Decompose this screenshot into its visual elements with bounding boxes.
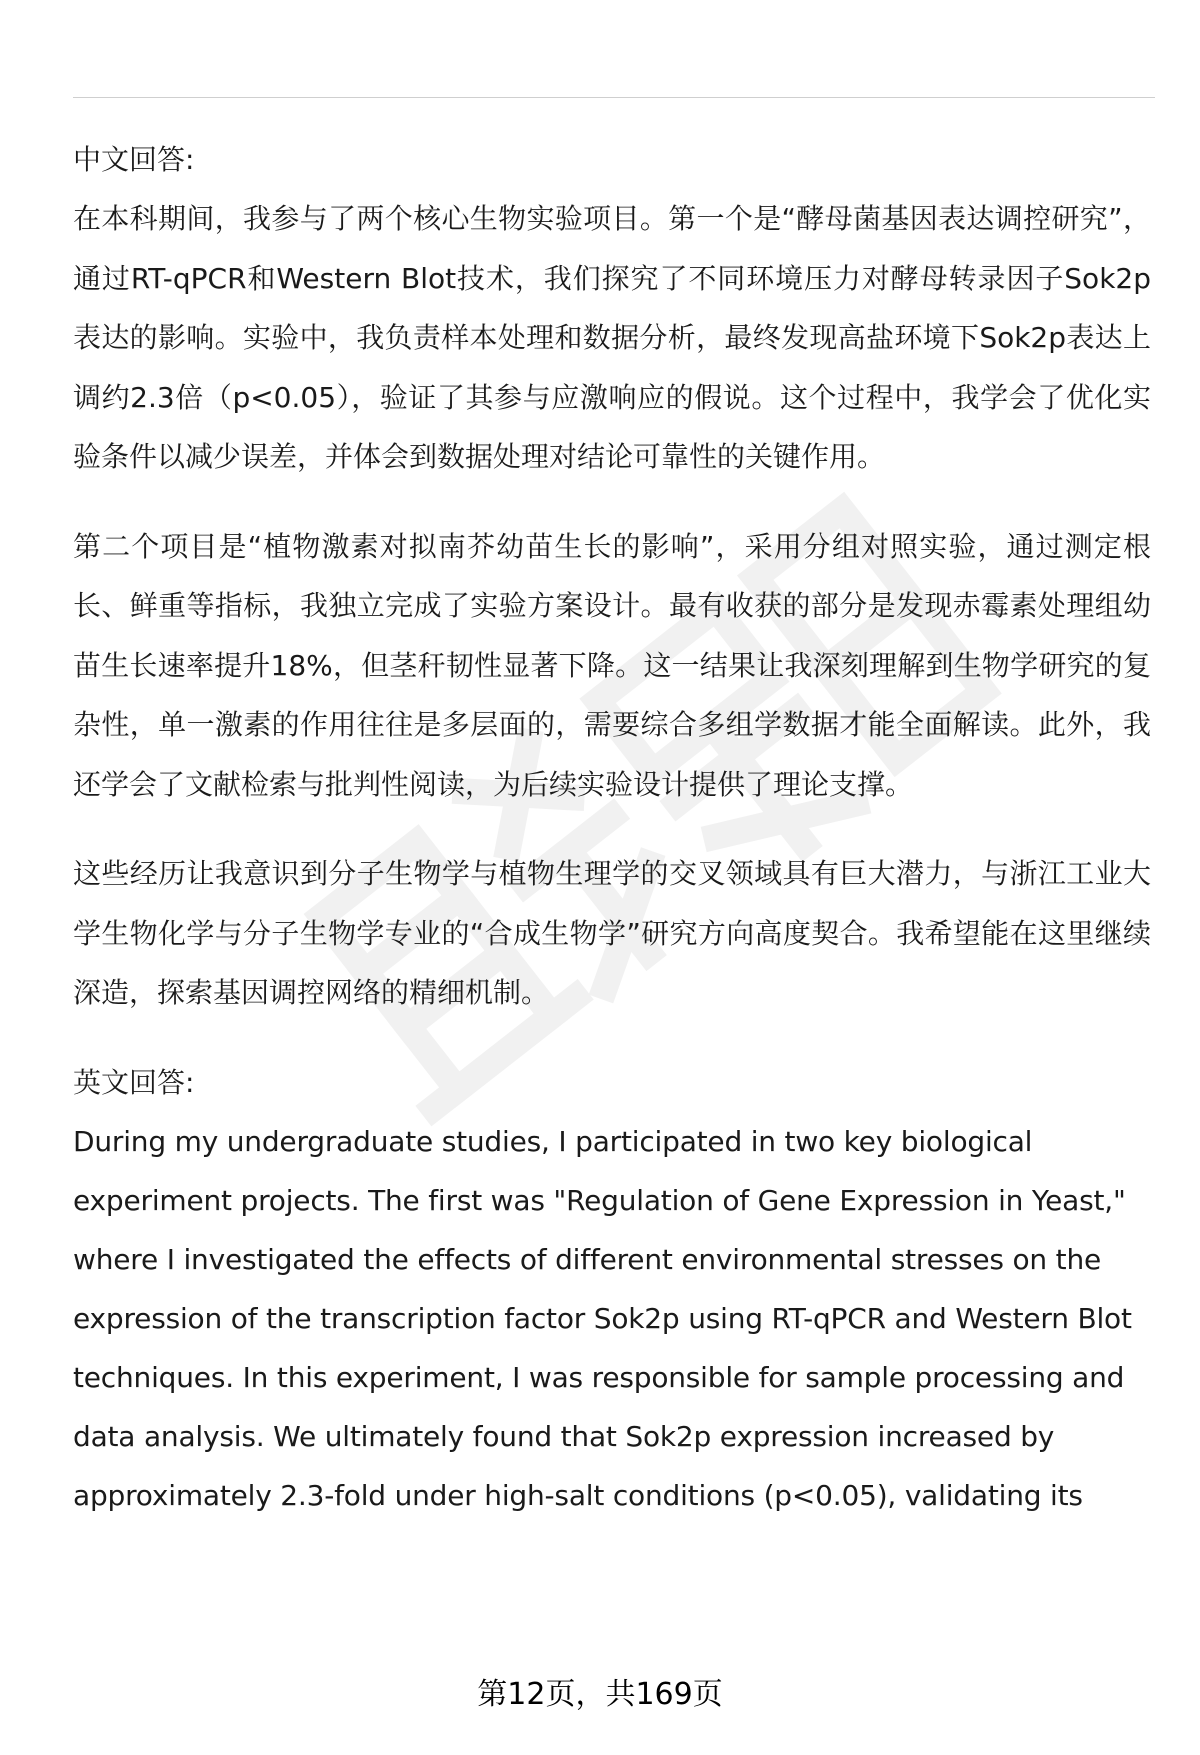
answer-body xyxy=(73,130,1151,1525)
english-paragraph: During my undergraduate studies, I participated in two key biological experiment projects. The first was "Regulation of Gene Expression in Yeast," where I investigated the effects of different environmental stresses on the expression of the transcription factor Sok2p using RT-qPCR and Western Blot techniques. In this experiment, I was responsible for sample processing and data analysis. We ultimately found that Sok2p expression increased by approximately 2.3-fold under high-salt conditions (p<0.05), validating its xyxy=(73,1124,1132,1512)
chinese-answer-label: 中文回答: xyxy=(73,143,195,176)
english-answer-label: 英文回答: xyxy=(73,1065,195,1099)
header-rule xyxy=(73,97,1155,98)
chinese-paragraph: 在本科期间，我参与了两个核心生物实验项目。第一个是“酵母菌基因表达调控研究”，通过RT-qPCR和Western Blot技术，我们探究了不同环境压力对酵母转录因子Sok2p表达的影响。实验中，我负责样本处理和数据分析，最终发现高盐环境下Sok2p表达上调约2.3倍（p<0.05），验证了其参与应激响应的假说。这个过程中，我学会了优化实验条件以减少误差，并体会到数据处理对结论可靠性的关键作用。 xyxy=(73,202,1151,473)
chinese-paragraph: 第二个项目是“植物激素对拟南芥幼苗生长的影响”，采用分组对照实验，通过测定根长、鲜重等指标，我独立完成了实验方案设计。最有收获的部分是发现赤霉素处理组幼苗生长速率提升18%，但茎秆韧性显著下降。这一结果让我深刻理解到生物学研究的复杂性，单一激素的作用往往是多层面的，需要综合多组学数据才能全面解读。此外，我还学会了文献检索与批判性阅读，为后续实验设计提供了理论支撑。 xyxy=(73,529,1151,801)
page-number: 第12页，共169页 xyxy=(477,1677,723,1712)
chinese-paragraph: 这些经历让我意识到分子生物学与植物生理学的交叉领域具有巨大潜力，与浙江工业大学生物化学与分子生物学专业的“合成生物学”研究方向高度契合。我希望能在这里继续深造，探索基因调控网络的精细机制。 xyxy=(73,857,1151,1009)
